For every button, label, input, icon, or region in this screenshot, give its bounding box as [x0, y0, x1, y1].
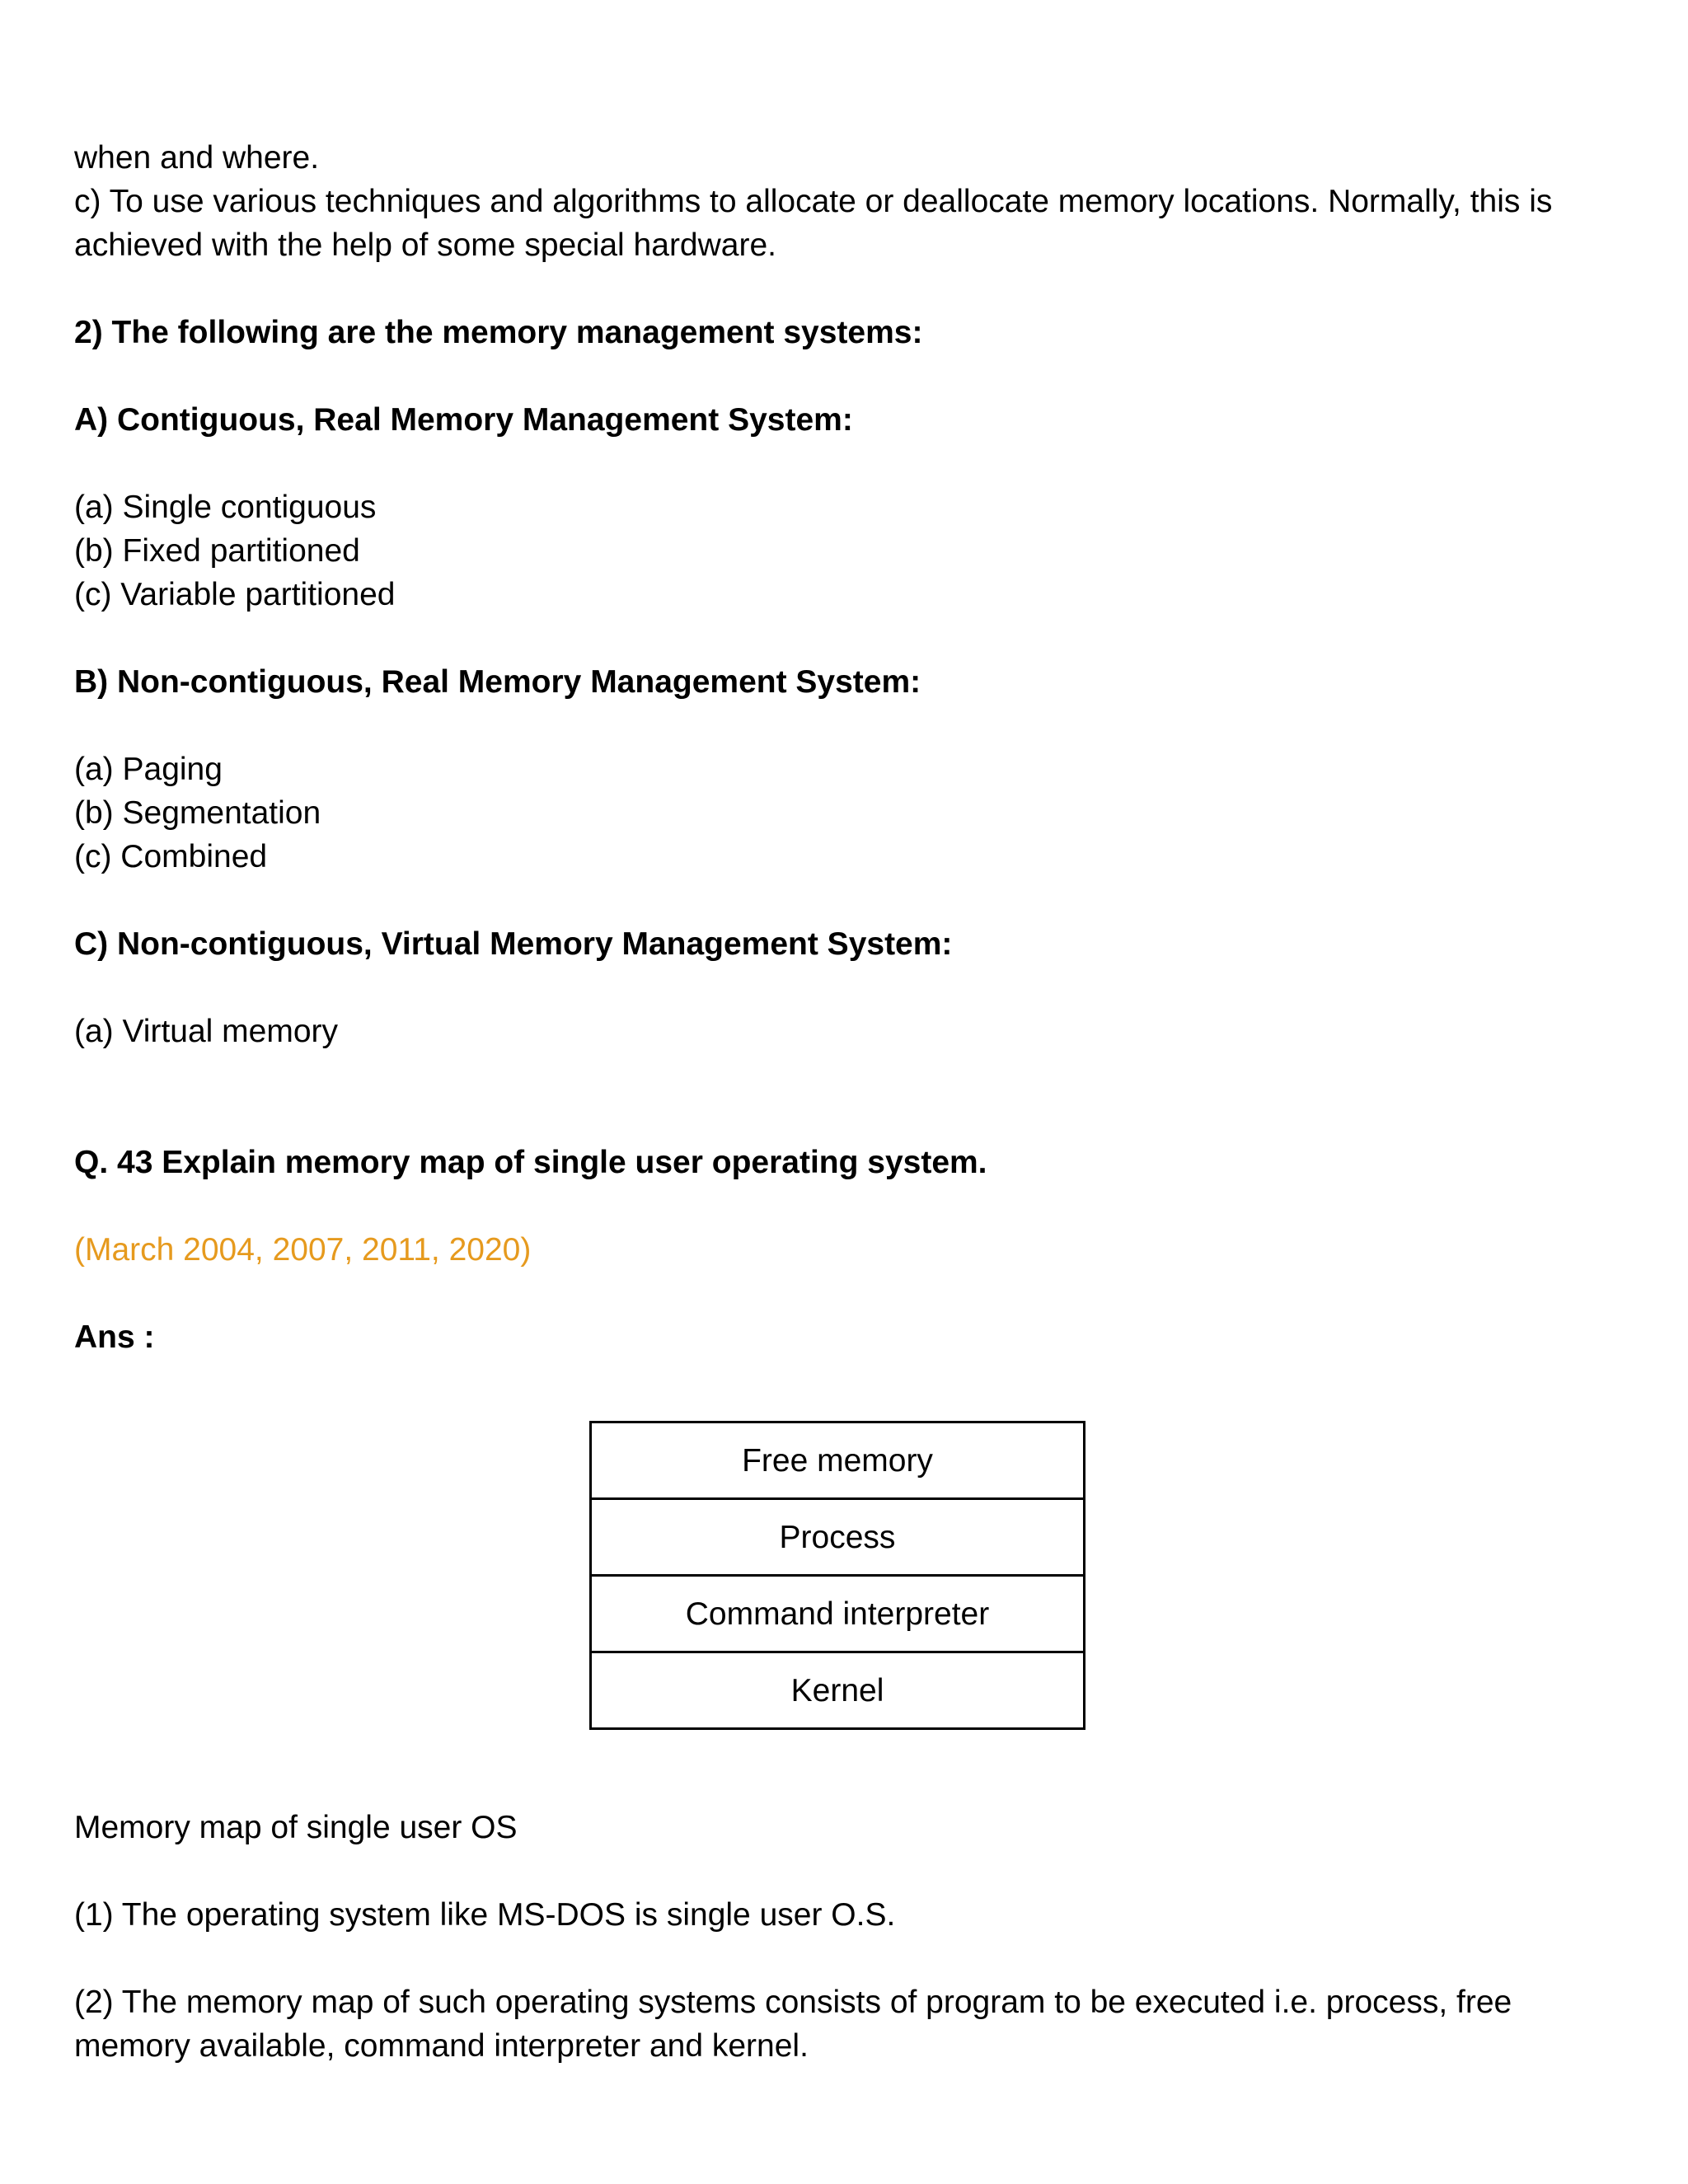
memory-cell-command-interpreter: Command interpreter: [592, 1577, 1083, 1653]
intro-line-1: when and where.: [74, 140, 320, 176]
list-item: (b) Segmentation: [74, 795, 321, 831]
answer-label: Ans :: [74, 1319, 155, 1355]
memory-cell-kernel: Kernel: [790, 1672, 884, 1708]
point-2: (2) The memory map of such operating systems consists of program to be executed i.e. process, free memory available, command interpreter and kernel.: [74, 1985, 1512, 2064]
section-a-title: A) Contiguous, Real Memory Management System:: [74, 402, 853, 438]
memory-cell-process: Process: [592, 1500, 1083, 1577]
section-b-title: B) Non-contiguous, Real Memory Management System:: [74, 664, 921, 700]
memory-map-caption: Memory map of single user OS: [74, 1810, 518, 1845]
list-item: (a) Virtual memory: [74, 1014, 339, 1049]
exam-years: (March 2004, 2007, 2011, 2020): [74, 1232, 532, 1268]
systems-heading: 2) The following are the memory management systems:: [74, 315, 923, 350]
document-page: [74, 136, 1624, 2068]
memory-map-diagram: [589, 1421, 1085, 1730]
intro-line-2: c) To use various techniques and algorithms to allocate or deallocate memory locations. Normally, this is achieved with the help of some special hardware.: [74, 184, 1553, 263]
list-item: (c) Combined: [74, 839, 268, 874]
question-title: Q. 43 Explain memory map of single user operating system.: [74, 1145, 987, 1180]
point-1: (1) The operating system like MS-DOS is single user O.S.: [74, 1897, 896, 1933]
list-item: (c) Variable partitioned: [74, 577, 396, 612]
section-c-title: C) Non-contiguous, Virtual Memory Management System:: [74, 926, 953, 962]
list-item: (a) Single contiguous: [74, 490, 377, 525]
list-item: (a) Paging: [74, 752, 223, 787]
memory-cell-free: Free memory: [592, 1423, 1083, 1500]
list-item: (b) Fixed partitioned: [74, 533, 360, 569]
